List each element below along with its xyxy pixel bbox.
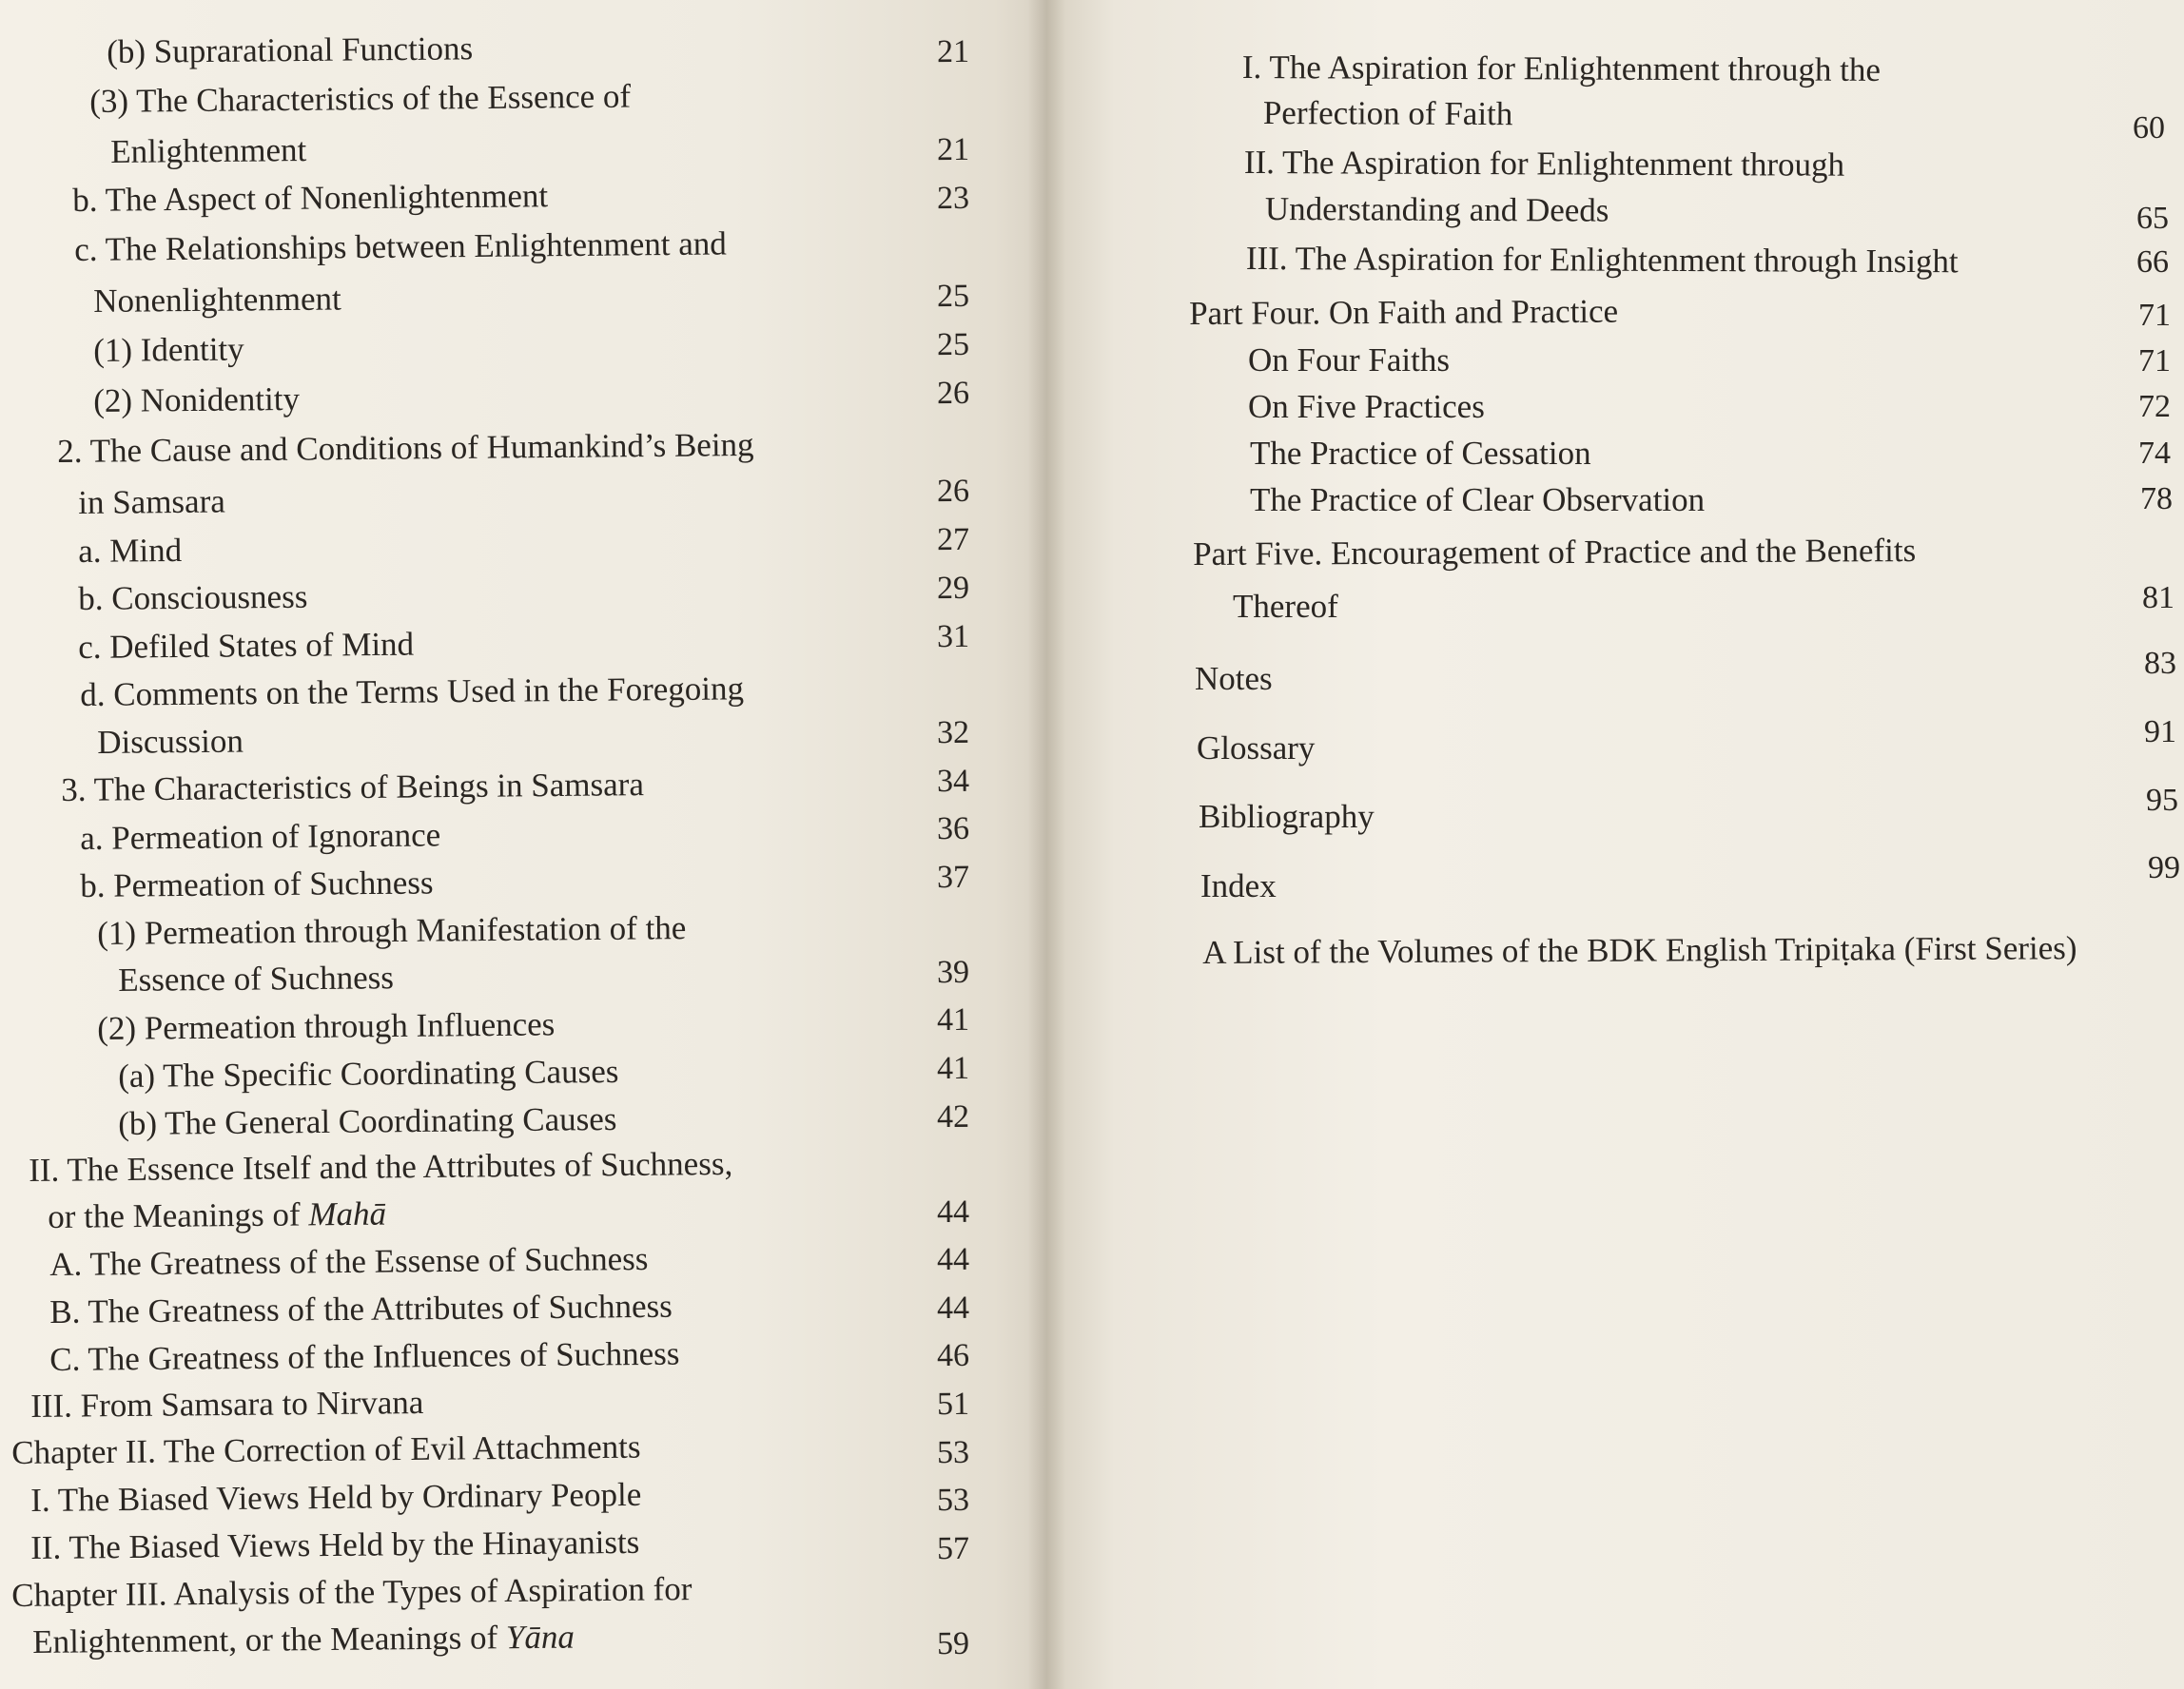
toc-page-number: 34 xyxy=(936,763,970,800)
toc-entry-continuation: Essence of Suchness xyxy=(118,959,395,999)
toc-page-number: 27 xyxy=(936,521,970,558)
toc-page-number: 51 xyxy=(936,1386,970,1423)
toc-page-number: 44 xyxy=(936,1194,970,1231)
toc-entry: c. The Relationships between Enlightenment and xyxy=(74,224,727,268)
toc-entry-italic-term: Mahā xyxy=(308,1194,387,1233)
toc-entry: I. The Aspiration for Enlightenment through the xyxy=(1241,48,1882,88)
toc-entry: On Four Faiths xyxy=(1248,341,1450,379)
toc-entry: (3) The Characteristics of the Essence of xyxy=(89,77,632,120)
toc-entry: b. Consciousness xyxy=(78,577,308,617)
toc-page-number: 83 xyxy=(2144,646,2176,681)
toc-entry-continuation: Understanding and Deeds xyxy=(1264,189,1609,229)
toc-entry: A List of the Volumes of the BDK English Tripiṭaka (First Series) xyxy=(1202,929,2077,971)
toc-entry: a. Permeation of Ignorance xyxy=(80,816,441,857)
right-page xyxy=(1046,0,2184,1689)
toc-entry-continuation: Perfection of Faith xyxy=(1262,93,1513,133)
book-gutter xyxy=(1027,0,1065,1689)
toc-page-number: 37 xyxy=(936,859,970,896)
toc-entry: b. Permeation of Suchness xyxy=(80,864,434,904)
toc-entry: (1) Permeation through Manifestation of the xyxy=(97,909,687,952)
toc-page-number: 42 xyxy=(936,1098,970,1136)
toc-entry: (2) Permeation through Influences xyxy=(97,1005,556,1047)
toc-entry-continuation: Nonenlightenment xyxy=(93,280,341,320)
toc-page-number: 44 xyxy=(936,1290,970,1327)
toc-entry-continuation xyxy=(32,1614,575,1666)
toc-page-number: 66 xyxy=(2136,244,2169,280)
toc-entry: On Five Practices xyxy=(1248,388,1485,425)
toc-entry: 3. The Characteristics of Beings in Samsara xyxy=(61,766,645,808)
toc-page-number: 29 xyxy=(936,570,970,607)
toc-entry-text: Enlightenment, or the Meanings of xyxy=(32,1619,498,1660)
toc-entry: Bibliography xyxy=(1199,798,1375,835)
toc-page-number: 21 xyxy=(936,33,970,70)
toc-entry: (a) The Specific Coordinating Causes xyxy=(118,1052,619,1095)
toc-page-number: 53 xyxy=(936,1482,970,1519)
toc-entry: C. The Greatness of the Influences of Suchness xyxy=(49,1334,680,1378)
toc-list-left xyxy=(0,0,1046,1689)
toc-page-number: 25 xyxy=(936,326,970,363)
toc-page-number: 59 xyxy=(936,1625,970,1662)
toc-entry: Notes xyxy=(1195,660,1273,697)
toc-page-number: 74 xyxy=(2138,436,2171,471)
toc-entry: Part Four. On Faith and Practice xyxy=(1189,292,1619,332)
toc-page-number: 26 xyxy=(936,473,970,510)
toc-entry: c. Defiled States of Mind xyxy=(78,625,415,666)
toc-page-number: 39 xyxy=(936,954,970,991)
toc-page-number: 57 xyxy=(936,1530,970,1567)
toc-page-number: 41 xyxy=(936,1001,970,1039)
toc-entry-continuation xyxy=(48,1191,386,1241)
toc-page-number: 99 xyxy=(2148,850,2180,885)
toc-entry: (1) Identity xyxy=(93,330,244,369)
toc-entry: 2. The Cause and Conditions of Humankind’s Being xyxy=(57,425,754,470)
toc-page-number: 44 xyxy=(936,1241,970,1278)
toc-entry: (2) Nonidentity xyxy=(93,379,301,419)
toc-page-number: 26 xyxy=(936,375,970,412)
toc-entry: Chapter II. The Correction of Evil Attachments xyxy=(11,1427,641,1471)
toc-entry: Part Five. Encouragement of Practice and the Benefits xyxy=(1193,532,1917,573)
toc-entry-text: or the Meanings of xyxy=(48,1195,301,1235)
toc-list-right xyxy=(1046,0,2184,1689)
toc-entry-continuation: Discussion xyxy=(97,722,244,761)
toc-entry-continuation: Thereof xyxy=(1233,588,1338,625)
toc-page-number: 53 xyxy=(936,1434,970,1471)
left-page xyxy=(0,0,1046,1689)
toc-page-number: 81 xyxy=(2142,580,2174,615)
toc-entry: The Practice of Cessation xyxy=(1250,435,1591,472)
toc-page-number: 71 xyxy=(2138,343,2171,379)
toc-entry: Chapter III. Analysis of the Types of Aspiration for xyxy=(11,1570,692,1614)
toc-entry: B. The Greatness of the Attributes of Suchness xyxy=(49,1287,673,1330)
toc-entry-continuation: in Samsara xyxy=(78,482,225,521)
toc-entry: Glossary xyxy=(1197,729,1316,767)
toc-page-number: 71 xyxy=(2138,298,2171,333)
toc-entry: III. The Aspiration for Enlightenment through Insight xyxy=(1245,239,1959,281)
toc-page-number: 65 xyxy=(2136,201,2169,236)
toc-entry: (b) Suprarational Functions xyxy=(107,29,474,70)
toc-entry-continuation: Enlightenment xyxy=(110,131,307,170)
toc-page-number: 60 xyxy=(2133,110,2165,146)
toc-page-number: 25 xyxy=(936,278,970,315)
toc-page-number: 78 xyxy=(2140,481,2173,516)
toc-page-number: 32 xyxy=(936,714,970,751)
toc-entry: d. Comments on the Terms Used in the Foregoing xyxy=(80,670,745,713)
toc-entry: A. The Greatness of the Essense of Suchness xyxy=(49,1239,649,1283)
toc-entry: II. The Essence Itself and the Attributes of Suchness, xyxy=(29,1144,733,1189)
toc-entry: b. The Aspect of Nonenlightenment xyxy=(72,177,549,219)
toc-entry: Index xyxy=(1200,867,1277,904)
toc-page-number: 21 xyxy=(936,131,970,168)
toc-entry: I. The Biased Views Held by Ordinary People xyxy=(30,1475,642,1519)
toc-entry: The Practice of Clear Observation xyxy=(1250,481,1706,518)
toc-page-number: 72 xyxy=(2138,389,2171,424)
toc-page-number: 46 xyxy=(936,1337,970,1374)
toc-page-number: 31 xyxy=(936,618,970,655)
toc-entry: II. The Biased Views Held by the Hinayanists xyxy=(30,1523,640,1566)
toc-page-number: 41 xyxy=(936,1050,970,1087)
toc-entry-italic-term: Yāna xyxy=(505,1618,575,1657)
toc-entry: (b) The General Coordinating Causes xyxy=(118,1099,617,1142)
toc-page-number: 91 xyxy=(2144,714,2176,749)
toc-page-number: 36 xyxy=(936,810,970,847)
toc-entry: III. From Samsara to Nirvana xyxy=(30,1384,424,1425)
toc-entry: a. Mind xyxy=(78,531,183,570)
toc-page-number: 95 xyxy=(2146,783,2178,818)
toc-page-number: 23 xyxy=(936,180,970,217)
toc-entry: II. The Aspiration for Enlightenment through xyxy=(1243,143,1845,184)
